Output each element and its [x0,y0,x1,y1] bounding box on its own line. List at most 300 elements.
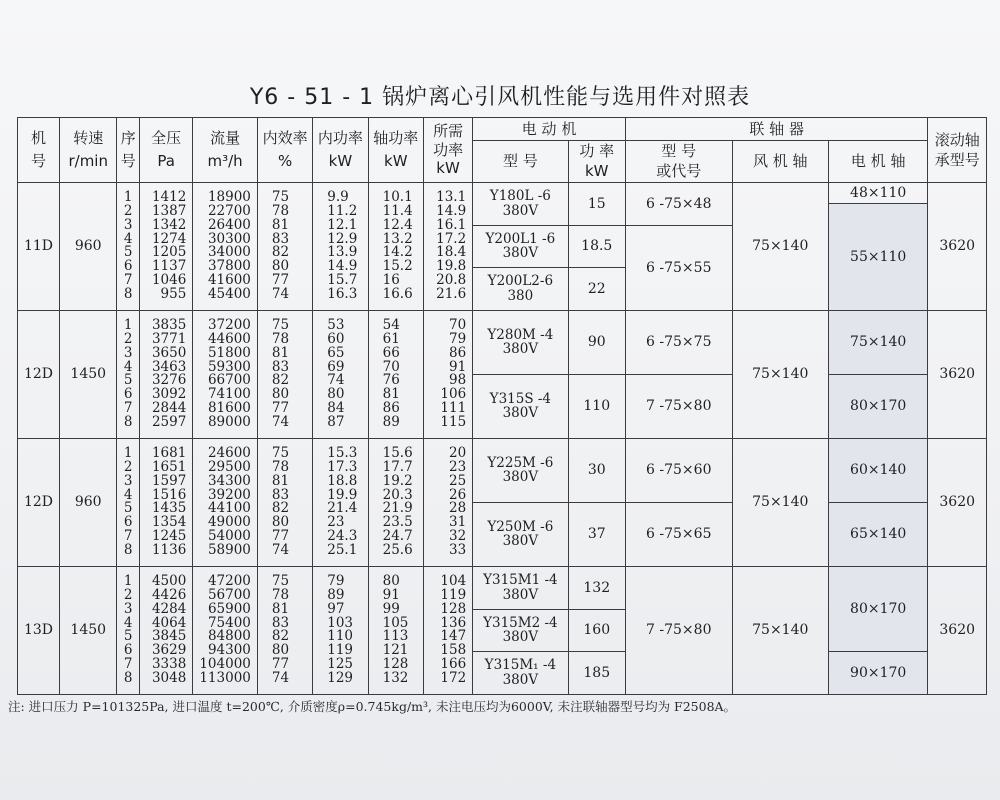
sequence-value: 2 [123,587,133,604]
inner-power-value: 13.9 [327,244,358,261]
required-power [423,310,472,438]
sequence-value: 3 [123,216,133,233]
motor-voltage: 380 [507,288,534,305]
shaft-power-value: 70 [382,358,400,375]
total-pressure-value: 1342 [151,216,187,233]
total-pressure-value: 3463 [151,358,187,375]
machine-number: 12D [18,438,60,566]
motor-power: 22 [568,268,625,311]
shaft-power-value: 24.7 [382,527,413,544]
flow-rate-value: 34300 [207,472,251,489]
total-pressure-value: 1651 [151,459,187,476]
speed: 960 [60,183,117,311]
sequence-value: 2 [123,459,133,476]
efficiency-value: 77 [271,272,290,289]
sequence-value: 7 [123,399,133,416]
flow-rate [193,566,258,694]
total-pressure-value: 1354 [151,514,187,531]
sequence-value: 1 [123,573,133,590]
motor-voltage: 380V [502,629,539,646]
efficiency-value: 82 [271,372,290,389]
total-pressure-value: 1681 [151,445,187,462]
motor-model-name: Y315S -4 [489,390,552,407]
header-seq: 序 号 [117,118,140,183]
motor-voltage: 380V [502,533,539,550]
required-power-value: 20.8 [436,272,467,289]
total-pressure-value: 955 [160,285,187,302]
shaft-power-value: 11.4 [382,203,413,220]
motor-shaft: 48×110 [828,183,927,204]
efficiency-value: 77 [271,527,290,544]
total-pressure-value: 1597 [151,472,187,489]
efficiency-value: 78 [271,587,290,604]
required-power-value: 158 [440,642,467,659]
header-speed: 转速 r/min [60,118,117,183]
flow-rate-value: 30300 [207,230,251,247]
efficiency-value: 82 [271,244,290,261]
page-title: Y6 - 51 - 1 锅炉离心引风机性能与选用件对照表 [249,85,751,110]
shaft-power [368,438,423,566]
inner-power-value: 21.4 [327,500,358,517]
motor-voltage: 380V [502,586,539,603]
flow-rate-value: 26400 [207,216,251,233]
total-pressure-value: 3338 [151,655,187,672]
total-pressure-value: 1387 [151,203,187,220]
shaft-power-value: 113 [382,628,409,645]
motor-power: 110 [568,374,625,438]
flow-rate [193,438,258,566]
flow-rate-value: 84800 [207,628,251,645]
required-power-value: 98 [448,372,467,389]
inner-power-value: 60 [327,331,345,348]
required-power-value: 14.9 [436,203,467,220]
required-power [423,566,472,694]
required-power-value: 31 [448,514,467,531]
shaft-power [368,183,423,311]
table-row [18,438,987,459]
flow-rate-value: 44600 [207,331,251,348]
motor-model-name: Y180L -6 [489,187,551,204]
efficiency [257,438,312,566]
motor-model [473,310,568,374]
total-pressure [139,438,192,566]
sequence [117,438,140,566]
machine-number: 13D [18,566,60,694]
sequence [117,310,140,438]
flow-rate-value: 41600 [207,272,251,289]
required-power-value: 128 [440,600,467,617]
fan-shaft: 75×140 [732,183,828,311]
motor-shaft: 60×140 [828,438,927,502]
coupling-model: 6 -75×60 [625,438,732,502]
flow-rate-value: 89000 [207,413,251,430]
motor-model-name: Y280M -4 [487,326,554,343]
inner-power-value: 18.8 [327,472,358,489]
sequence-value: 7 [123,272,133,289]
shaft-power-value: 14.2 [382,244,413,261]
flow-rate-value: 49000 [207,514,251,531]
coupling-model: 7 -75×80 [625,374,732,438]
inner-power-value: 53 [327,317,345,334]
motor-power: 18.5 [568,225,625,268]
efficiency-value: 83 [271,358,290,375]
motor-model-name: Y225M -6 [487,454,554,471]
inner-power-value: 24.3 [327,527,358,544]
flow-rate-value: 51800 [207,344,251,361]
total-pressure-value: 4064 [151,614,187,631]
efficiency-value: 83 [271,230,290,247]
inner-power-value: 125 [327,655,354,672]
shaft-power-value: 16.6 [382,285,413,302]
shaft-power-value: 21.9 [382,500,413,517]
sequence-value: 4 [123,230,133,247]
required-power-value: 23 [448,459,467,476]
footnote: 注: 进口压力 P=101325Pa, 进口温度 t=200℃, 介质密度ρ=0.745kg/m³, 未注电压均为6000V, 未注联轴器型号均为 F2508A。 [8,699,737,714]
motor-model-name: Y200L1 -6 [485,230,556,247]
bearing-model: 3620 [928,566,987,694]
inner-power-value: 87 [327,413,345,430]
inner-power-value: 12.1 [327,216,358,233]
required-power-value: 25 [448,472,467,489]
flow-rate-value: 94300 [207,642,251,659]
motor-shaft: 80×170 [828,374,927,438]
inner-power-value: 19.9 [327,486,358,503]
motor-shaft: 75×140 [828,310,927,374]
flow-rate-value: 29500 [207,459,251,476]
header-flow: 流量 m³/h [193,118,258,183]
total-pressure-value: 3835 [151,317,187,334]
required-power-value: 20 [448,445,467,462]
shaft-power-value: 128 [382,655,409,672]
motor-model-name: Y200L2-6 [487,273,554,290]
shaft-power-value: 15.6 [382,445,413,462]
flow-rate-value: 65900 [207,600,251,617]
shaft-power-value: 89 [382,413,400,430]
shaft-power-value: 86 [382,399,400,416]
efficiency-value: 77 [271,655,290,672]
header-motor-model: 型 号 [473,141,568,183]
shaft-power-value: 13.2 [382,230,413,247]
efficiency-value: 80 [271,258,290,275]
header-efficiency: 内效率 % [257,118,312,183]
efficiency [257,310,312,438]
inner-power-value: 12.9 [327,230,358,247]
header-motor-shaft: 电 机 轴 [828,141,927,183]
total-pressure-value: 3650 [151,344,187,361]
shaft-power-value: 15.2 [382,258,413,275]
motor-shaft: 65×140 [828,502,927,566]
inner-power [313,438,368,566]
motor-model [473,609,568,652]
inner-power-value: 69 [327,358,345,375]
sequence-value: 1 [123,317,133,334]
shaft-power-value: 25.6 [382,541,413,558]
required-power-value: 33 [448,541,467,558]
required-power-value: 104 [440,573,467,590]
sequence-value: 3 [123,344,133,361]
flow-rate-value: 44100 [207,500,251,517]
total-pressure-value: 1205 [151,244,187,261]
sequence-value: 6 [123,386,133,403]
efficiency-value: 74 [271,669,290,686]
coupling-model: 6 -75×65 [625,502,732,566]
inner-power-value: 89 [327,587,345,604]
efficiency-value: 82 [271,500,290,517]
shaft-power-value: 19.2 [382,472,413,489]
sequence-value: 4 [123,358,133,375]
header-machine: 机 号 [18,118,60,183]
required-power [423,183,472,311]
total-pressure-value: 4500 [151,573,187,590]
table-row [18,183,987,204]
sequence [117,566,140,694]
total-pressure-value: 3629 [151,642,187,659]
coupling-model: 7 -75×80 [625,566,732,694]
shaft-power-value: 132 [382,669,409,686]
shaft-power-value: 23.5 [382,514,413,531]
efficiency-value: 82 [271,628,290,645]
inner-power [313,566,368,694]
sequence-value: 5 [123,628,133,645]
inner-power-value: 11.2 [327,203,358,220]
efficiency-value: 83 [271,486,290,503]
efficiency-value: 77 [271,399,290,416]
inner-power-value: 17.3 [327,459,358,476]
shaft-power-value: 10.1 [382,189,413,206]
shaft-power-value: 54 [382,317,400,334]
motor-model [473,183,568,226]
fan-shaft: 75×140 [732,438,828,566]
required-power-value: 70 [448,317,467,334]
sequence-value: 4 [123,486,133,503]
shaft-power-value: 17.7 [382,459,413,476]
motor-voltage: 380V [502,245,539,262]
required-power-value: 21.6 [436,285,467,302]
inner-power-value: 15.7 [327,272,358,289]
required-power-value: 91 [448,358,467,375]
total-pressure-value: 1435 [151,500,187,517]
flow-rate-value: 18900 [207,189,251,206]
motor-voltage: 380V [502,469,539,486]
coupling-model: 6 -75×48 [625,183,732,226]
motor-shaft: 55×110 [828,204,927,311]
efficiency-value: 75 [271,573,290,590]
sequence-value: 2 [123,331,133,348]
header-inner-power: 内功率 kW [313,118,368,183]
total-pressure-value: 3771 [151,331,187,348]
total-pressure-value: 3276 [151,372,187,389]
efficiency-value: 81 [271,344,290,361]
machine-number: 11D [18,183,60,311]
total-pressure [139,310,192,438]
total-pressure-value: 4426 [151,587,187,604]
motor-model [473,652,568,695]
flow-rate-value: 66700 [207,372,251,389]
sequence-value: 8 [123,541,133,558]
header-bearing: 滚动轴 承型号 [928,118,987,183]
efficiency-value: 75 [271,317,290,334]
shaft-power-value: 80 [382,573,400,590]
total-pressure-value: 1136 [151,541,187,558]
flow-rate-value: 75400 [207,614,251,631]
motor-shaft: 90×170 [828,652,927,695]
table-row [18,566,987,587]
bearing-model: 3620 [928,183,987,311]
shaft-power-value: 81 [382,386,400,403]
header-shaft-power: 轴功率 kW [368,118,423,183]
motor-voltage: 380V [502,341,539,358]
flow-rate-value: 34000 [207,244,251,261]
total-pressure-value: 1137 [151,258,187,275]
motor-power: 185 [568,652,625,695]
required-power-value: 106 [440,386,467,403]
performance-table [17,117,987,695]
inner-power-value: 65 [327,344,345,361]
shaft-power-value: 66 [382,344,400,361]
inner-power-value: 80 [327,386,345,403]
inner-power-value: 84 [327,399,345,416]
flow-rate-value: 54000 [207,527,251,544]
inner-power-value: 25.1 [327,541,358,558]
motor-model [473,225,568,268]
flow-rate-value: 47200 [207,573,251,590]
required-power-value: 119 [440,587,467,604]
required-power-value: 17.2 [436,230,467,247]
motor-power: 30 [568,438,625,502]
fan-shaft: 75×140 [732,566,828,694]
shaft-power [368,566,423,694]
flow-rate-value: 113000 [199,669,251,686]
flow-rate-value: 59300 [207,358,251,375]
total-pressure-value: 1245 [151,527,187,544]
inner-power-value: 129 [327,669,354,686]
motor-model [473,438,568,502]
efficiency-value: 81 [271,472,290,489]
header-required-power: 所需 功率 kW [423,118,472,183]
shaft-power-value: 12.4 [382,216,413,233]
efficiency-value: 75 [271,445,290,462]
total-pressure [139,183,192,311]
sequence-value: 5 [123,244,133,261]
flow-rate-value: 24600 [207,445,251,462]
required-power-value: 111 [440,399,467,416]
total-pressure-value: 1412 [151,189,187,206]
total-pressure-value: 3845 [151,628,187,645]
inner-power-value: 74 [327,372,345,389]
motor-model-name: Y315M₁ -4 [484,657,557,674]
inner-power-value: 23 [327,514,345,531]
sequence-value: 5 [123,500,133,517]
motor-power: 160 [568,609,625,652]
flow-rate-value: 56700 [207,587,251,604]
total-pressure-value: 3092 [151,386,187,403]
sequence [117,183,140,311]
table-row [18,310,987,331]
inner-power-value: 119 [327,642,354,659]
inner-power-value: 79 [327,573,345,590]
shaft-power-value: 61 [382,331,400,348]
sequence-value: 6 [123,258,133,275]
required-power-value: 28 [448,500,467,517]
shaft-power-value: 76 [382,372,400,389]
sequence-value: 2 [123,203,133,220]
required-power-value: 26 [448,486,467,503]
inner-power [313,310,368,438]
required-power-value: 32 [448,527,467,544]
required-power-value: 166 [440,655,467,672]
efficiency-value: 83 [271,614,290,631]
shaft-power-value: 20.3 [382,486,413,503]
efficiency-value: 80 [271,642,290,659]
speed: 1450 [60,566,117,694]
efficiency-value: 81 [271,600,290,617]
flow-rate-value: 37200 [207,317,251,334]
total-pressure-value: 2597 [151,413,187,430]
required-power-value: 86 [448,344,467,361]
inner-power-value: 97 [327,600,345,617]
efficiency-value: 74 [271,413,290,430]
required-power-value: 19.8 [436,258,467,275]
sequence-value: 8 [123,413,133,430]
shaft-power [368,310,423,438]
efficiency-value: 78 [271,331,290,348]
sequence-value: 8 [123,669,133,686]
fan-shaft: 75×140 [732,310,828,438]
required-power-value: 115 [440,413,467,430]
required-power-value: 18.4 [436,244,467,261]
motor-model-name: Y315M1 -4 [483,571,558,588]
inner-power-value: 110 [327,628,354,645]
total-pressure-value: 3048 [151,669,187,686]
total-pressure-value: 2844 [151,399,187,416]
coupling-model: 6 -75×75 [625,310,732,374]
header-motor: 电 动 机 [473,118,626,141]
shaft-power-value: 16 [382,272,400,289]
speed: 960 [60,438,117,566]
efficiency-value: 81 [271,216,290,233]
required-power-value: 172 [440,669,467,686]
flow-rate-value: 37800 [207,258,251,275]
required-power-value: 147 [440,628,467,645]
motor-power: 132 [568,566,625,609]
flow-rate-value: 45400 [207,285,251,302]
sequence-value: 5 [123,372,133,389]
total-pressure [139,566,192,694]
header-coupling-model: 型 号 或代号 [625,141,732,183]
header-fan-shaft: 风 机 轴 [732,141,828,183]
bearing-model: 3620 [928,310,987,438]
total-pressure-value: 1516 [151,486,187,503]
total-pressure-value: 1274 [151,230,187,247]
efficiency-value: 75 [271,189,290,206]
efficiency-value: 80 [271,386,290,403]
inner-power-value: 14.9 [327,258,358,275]
required-power-value: 16.1 [436,216,467,233]
header-pressure: 全压 Pa [139,118,192,183]
efficiency-value: 74 [271,541,290,558]
required-power-value: 13.1 [436,189,467,206]
sequence-value: 7 [123,655,133,672]
flow-rate-value: 74100 [207,386,251,403]
flow-rate-value: 39200 [207,486,251,503]
sequence-value: 6 [123,642,133,659]
header-motor-power: 功 率 kW [568,141,625,183]
motor-model [473,502,568,566]
flow-rate-value: 81600 [207,399,251,416]
efficiency-value: 74 [271,285,290,302]
motor-power: 15 [568,183,625,226]
motor-shaft: 80×170 [828,566,927,651]
